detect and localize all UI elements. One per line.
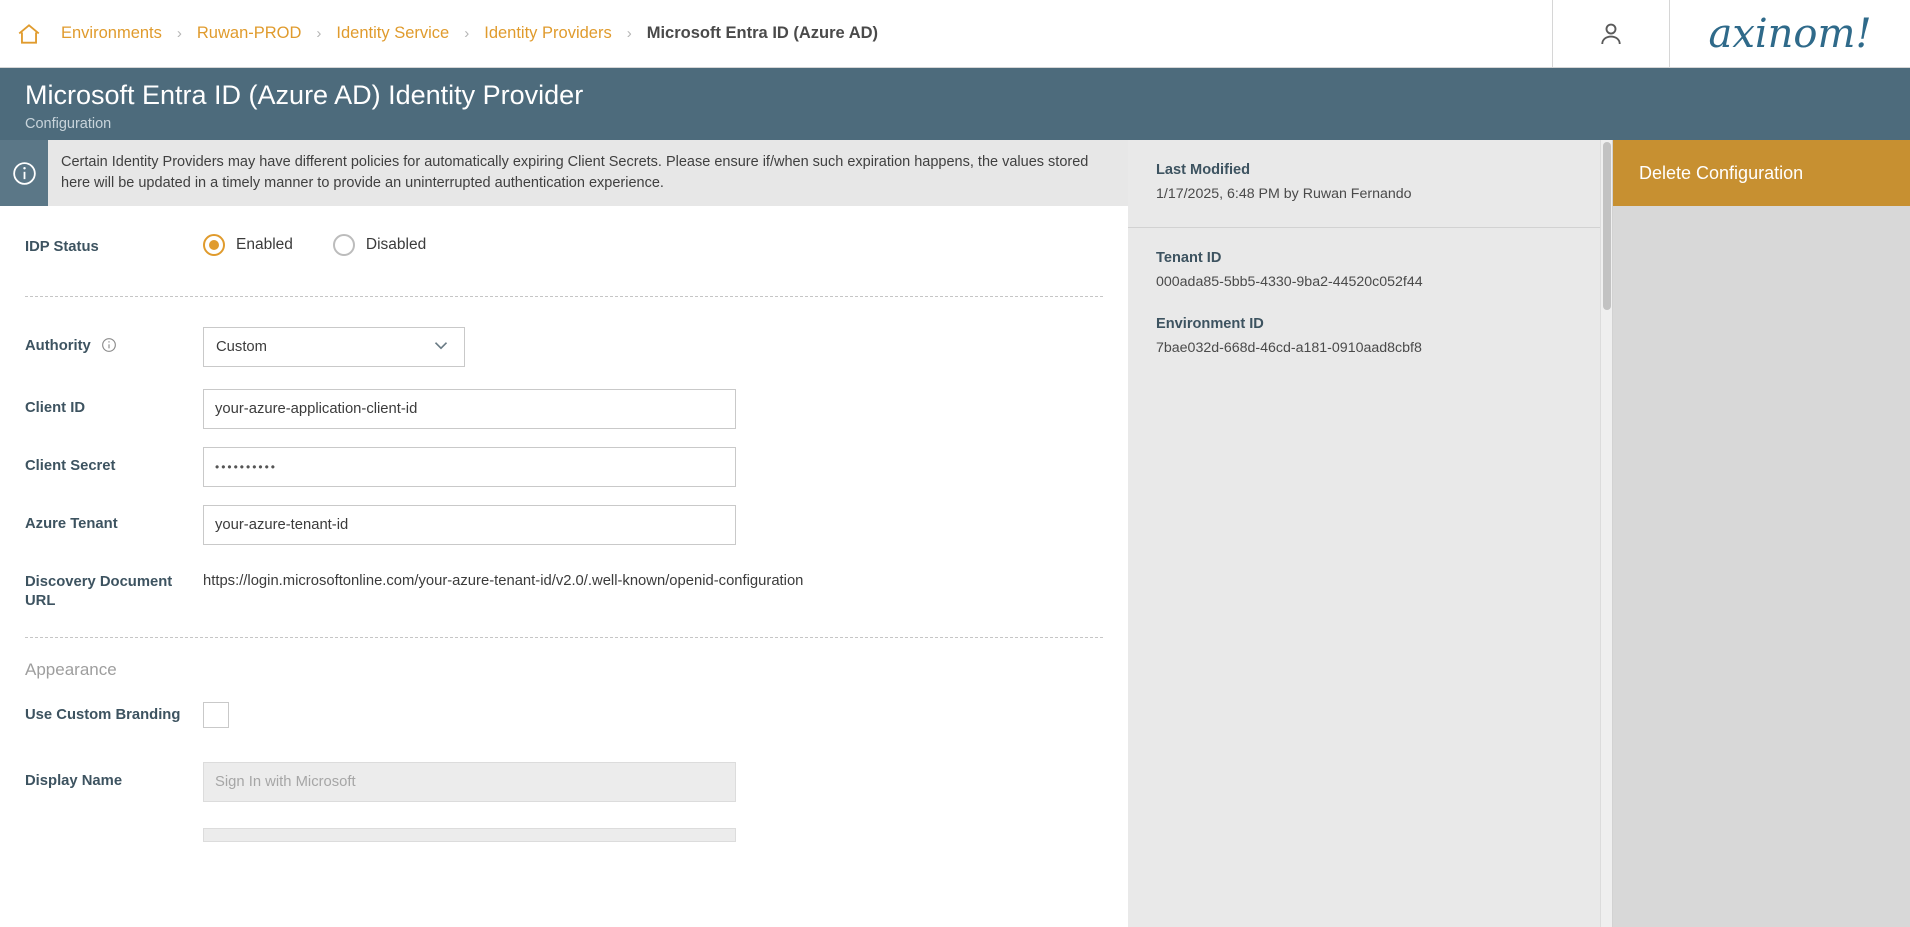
home-icon[interactable] [12,17,46,51]
chevron-down-icon[interactable] [430,334,452,360]
authority-selected-value: Custom [216,339,267,355]
display-name-field [203,762,1103,802]
tenant-id-value: 000ada85-5bb5-4330-9ba2-44520c052f44 [1156,274,1423,290]
client-secret-field [203,447,1103,487]
field-row-use-custom-branding [25,696,1103,740]
idp-status-field [203,228,1103,256]
details-panel [1128,140,1613,927]
authority-select[interactable] [203,327,465,367]
radio-disabled[interactable] [333,234,426,256]
page-header [0,68,1910,140]
user-account-icon[interactable] [1552,0,1670,68]
info-circle-icon[interactable] [101,337,117,359]
authority-label [25,327,203,359]
breadcrumb-item-identity-providers[interactable]: Identity Providers [484,24,612,42]
breadcrumb [0,0,1552,67]
radio-disabled-indicator[interactable] [333,234,355,256]
breadcrumb-separator: › [464,25,470,42]
next-field-label [25,828,203,838]
field-row-client-secret [25,447,1103,491]
appearance-section-title: Appearance [25,660,117,679]
axinom-logo: axinom! [1708,10,1872,57]
page-body [0,140,1910,927]
section-divider [25,296,1103,297]
discovery-document-url-value: https://login.microsoftonline.com/your-azure-tenant-id/v2.0/.well-known/openid-configuration [203,573,804,589]
info-icon [0,140,48,206]
page-title: Microsoft Entra ID (Azure AD) Identity Provider [25,80,584,110]
details-panel-scrollbar-thumb[interactable] [1603,142,1611,310]
use-custom-branding-label: Use Custom Branding [25,707,181,723]
client-id-label: Client ID [25,400,86,416]
use-custom-branding-checkbox[interactable] [203,702,229,728]
details-panel-scrollbar[interactable] [1600,140,1612,927]
next-field-partial [203,828,1103,842]
discovery-document-url-field [203,563,1103,589]
azure-tenant-input[interactable]: your-azure-tenant-id [203,505,736,545]
identifiers-block [1128,228,1612,376]
identity-provider-form [0,228,1128,872]
topbar-right [1552,0,1910,67]
use-custom-branding-field [203,696,1103,728]
client-id-input[interactable]: your-azure-application-client-id [203,389,736,429]
breadcrumb-item-ruwan-prod[interactable]: Ruwan-PROD [196,24,302,42]
last-modified-label: Last Modified [1156,162,1251,178]
field-row-discovery-document-url [25,563,1103,611]
radio-disabled-label: Disabled [365,236,427,253]
idp-status-radio-group [203,228,1103,256]
discovery-document-url-label: Discovery Document URL [25,574,173,609]
page-subtitle: Configuration [25,116,112,132]
delete-configuration-button[interactable]: Delete Configuration [1613,140,1910,206]
radio-enabled-label: Enabled [236,236,293,253]
next-field-input[interactable] [203,828,736,842]
breadcrumb-separator: › [626,25,632,42]
environment-id-value: 7bae032d-668d-46cd-a181-0910aad8cbf8 [1156,340,1422,356]
azure-tenant-field [203,505,1103,545]
last-modified-block [1128,140,1612,228]
breadcrumb-item-identity-service[interactable]: Identity Service [336,24,450,42]
breadcrumb-item-current: Microsoft Entra ID (Azure AD) [646,24,879,42]
radio-enabled[interactable] [203,234,293,256]
breadcrumb-separator: › [316,25,322,42]
field-row-idp-status [25,228,1103,284]
info-banner [0,140,1128,206]
client-secret-input[interactable]: •••••••••• [203,447,736,487]
breadcrumb-separator: › [176,25,182,42]
authority-field [203,327,1103,367]
authority-label-text: Authority [25,338,91,354]
breadcrumb-item-environments[interactable]: Environments [61,24,162,42]
field-row-client-id [25,389,1103,433]
display-name-input[interactable]: Sign In with Microsoft [203,762,736,802]
last-modified-value: 1/17/2025, 6:48 PM by Ruwan Fernando [1156,186,1412,202]
environment-id-label: Environment ID [1156,316,1264,332]
field-row-azure-tenant [25,505,1103,549]
field-row-authority [25,327,1103,371]
top-navigation-bar [0,0,1910,68]
field-row-display-name [25,762,1103,806]
client-id-field [203,389,1103,429]
display-name-label: Display Name [25,773,123,789]
tenant-id-label: Tenant ID [1156,250,1222,266]
info-banner-text: Certain Identity Providers may have different policies for automatically expiring Client Secrets. Please ensure if/when such expiration happens, the values stored here will be updated in a timely manner to provide an uninterrupted authentication experience. [61,154,1089,191]
field-row-next-partial [25,828,1103,872]
client-secret-label: Client Secret [25,458,116,474]
actions-panel [1613,140,1910,927]
azure-tenant-label: Azure Tenant [25,516,118,532]
radio-enabled-indicator[interactable] [203,234,225,256]
configuration-form-panel [0,140,1128,927]
idp-status-label: IDP Status [25,239,99,255]
